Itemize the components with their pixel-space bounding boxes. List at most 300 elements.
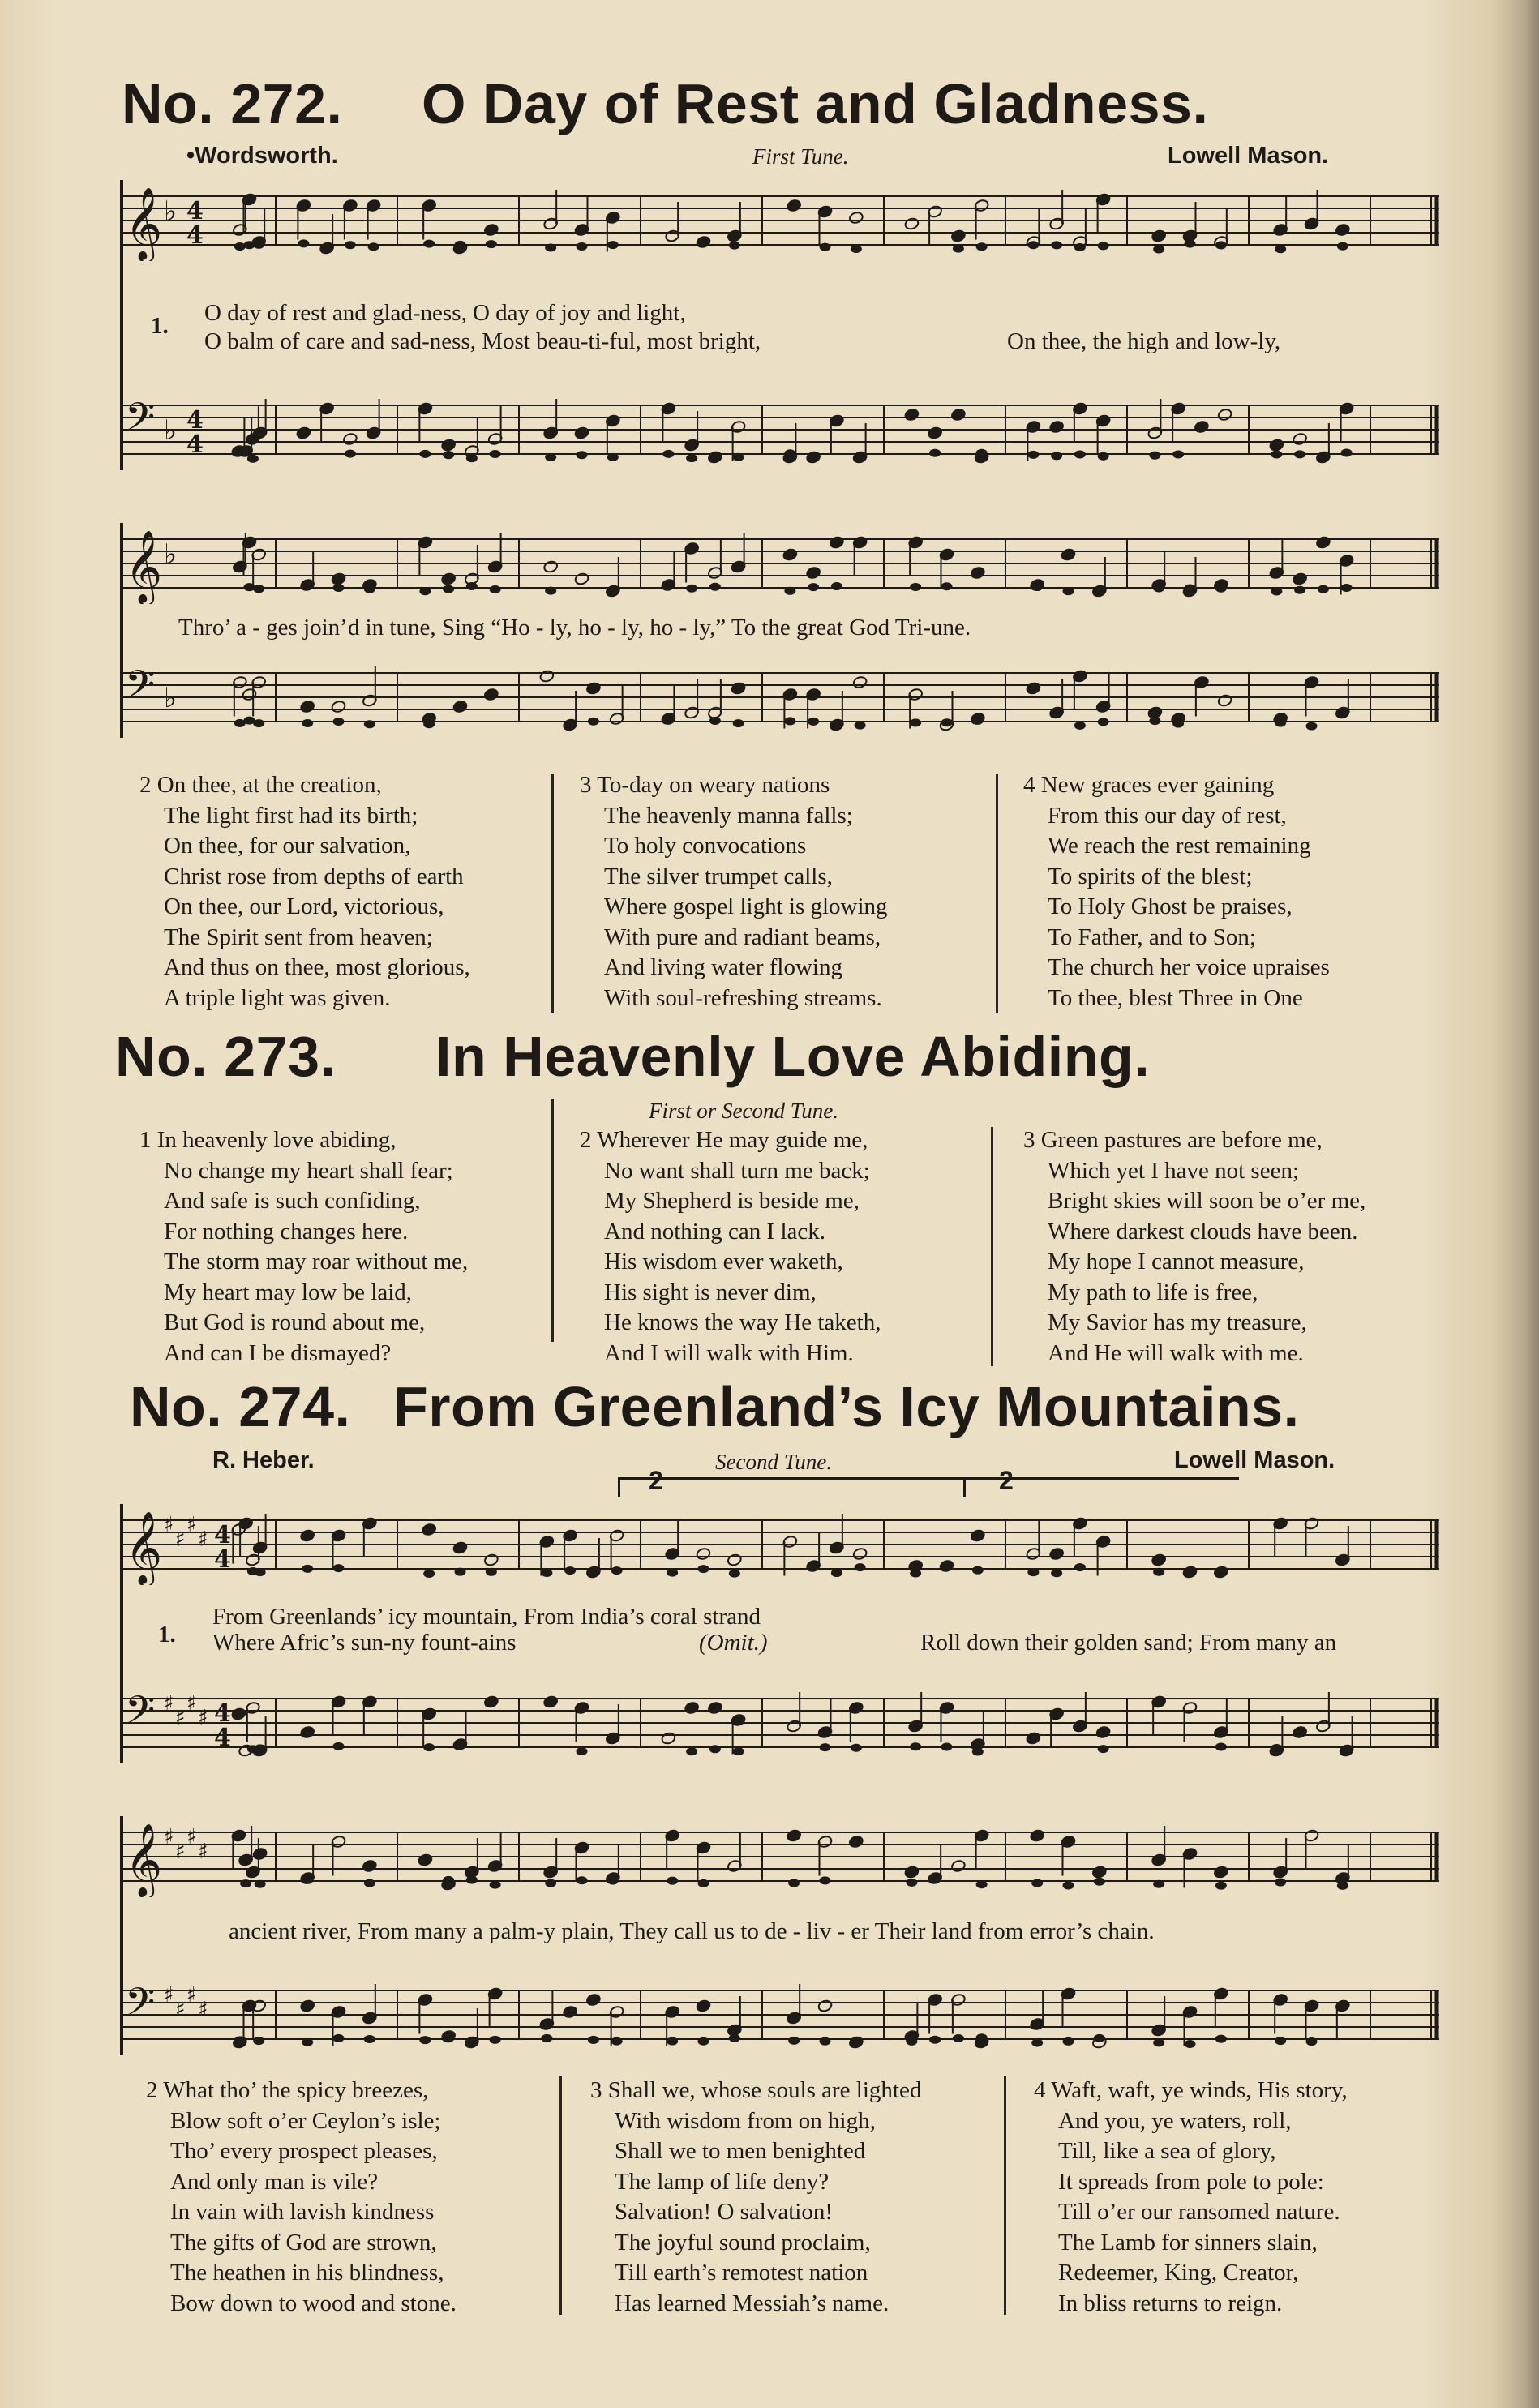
tune-label: First Tune.: [752, 144, 849, 169]
notehead: [787, 199, 802, 212]
verse-line-text: And He will walk with me.: [1048, 1339, 1304, 1366]
time-signature: 4: [186, 431, 204, 459]
verse-line: [580, 1247, 881, 1278]
verse-number: 3: [580, 772, 598, 798]
notehead: [972, 717, 984, 725]
notehead: [252, 1847, 268, 1861]
time-signature: 4: [214, 1724, 231, 1752]
verse-line-text: Christ rose from depths of earth: [164, 863, 464, 889]
notehead: [418, 1853, 433, 1867]
hymn-274-heading: [130, 1374, 1300, 1447]
verse-line: [1023, 1308, 1365, 1339]
notehead: [1269, 439, 1284, 452]
notehead: [1153, 584, 1164, 592]
notehead: [1094, 2034, 1105, 2042]
notehead: [1306, 722, 1318, 731]
notehead: [419, 587, 431, 595]
notehead: [950, 1859, 966, 1873]
notehead: [1271, 1744, 1282, 1752]
verse-line: [590, 2076, 921, 2106]
verse-line-text: With pure and radiant beams,: [604, 923, 881, 950]
column-divider: [559, 2076, 562, 2315]
notehead: [253, 719, 264, 727]
sharp-icon: ♯: [164, 1825, 174, 1849]
column-divider: [1004, 2076, 1006, 2315]
verse-line: [139, 1156, 468, 1187]
notehead: [333, 584, 345, 592]
notehead: [574, 426, 589, 440]
verse-line: [146, 2136, 457, 2167]
verse-line: [580, 1339, 881, 1369]
verse-line: [1023, 983, 1330, 1014]
verse-line-text: Redeemer, King, Creator,: [1058, 2260, 1299, 2286]
notehead: [1271, 587, 1282, 595]
notehead: [820, 1743, 831, 1751]
notehead: [607, 241, 619, 249]
stanza-number: 1.: [158, 1622, 176, 1647]
verse-line-text: Shall we, whose souls are lighted: [607, 2077, 922, 2103]
verse-line-text: We reach the rest remaining: [1048, 833, 1311, 859]
hymn-title: O Day of Rest and Gladness.: [422, 72, 1209, 135]
notehead: [1031, 1879, 1043, 1887]
lyric-line: O balm of care and sad-ness, Most beau-ti-ful, most bright,: [204, 328, 761, 354]
notehead: [541, 2034, 552, 2042]
notehead: [1149, 452, 1160, 460]
hymn-272-heading: [122, 71, 1208, 144]
notehead: [904, 1866, 920, 1879]
verse-line-text: New graces ever gaining: [1040, 772, 1275, 798]
verse-line: [139, 770, 470, 801]
verse-block: [139, 770, 470, 1013]
notehead: [588, 2036, 599, 2044]
verse-line: [1023, 831, 1330, 862]
notehead: [1293, 1725, 1308, 1739]
notehead: [1341, 448, 1353, 456]
verse-line-text: And you, ye waters, roll,: [1058, 2107, 1292, 2134]
notehead: [733, 1747, 744, 1755]
notehead: [698, 2037, 709, 2046]
notehead: [941, 1742, 953, 1750]
notehead: [1217, 694, 1232, 708]
ending-number: 2: [999, 1466, 1014, 1495]
notehead: [466, 454, 478, 462]
verse-line-text: Blow soft o’er Ceylon’s isle;: [170, 2107, 441, 2134]
verse-line-text: Till earth’s remotest nation: [615, 2260, 868, 2286]
sharp-icon: ♯: [164, 1983, 174, 2007]
notehead: [1031, 583, 1043, 591]
notehead: [848, 211, 864, 225]
lyric-line: Thro’ a - ges join’d in tune, Sing “Ho - ly, ho - ly, ho - ly,” To the great God Tri-une.: [178, 615, 971, 641]
notehead: [1172, 720, 1184, 728]
notehead: [787, 1829, 802, 1843]
notehead: [929, 449, 941, 457]
verse-line-text: The Lamb for sinners slain,: [1058, 2229, 1318, 2256]
notehead: [1172, 450, 1184, 458]
verse-line: [580, 953, 888, 983]
lyric-line: On thee, the high and low-ly,: [1007, 328, 1281, 354]
notehead: [364, 720, 375, 728]
notehead: [662, 717, 674, 725]
hymn-composer: Lowell Mason.: [1168, 143, 1329, 169]
verse-line: [139, 1217, 468, 1248]
verse-line: [146, 2289, 457, 2320]
lyric-line: O day of rest and glad-ness, O day of joy and light,: [204, 300, 686, 326]
notehead: [441, 572, 457, 586]
verse-block: [1034, 2076, 1348, 2319]
notehead: [490, 1881, 501, 1889]
notehead: [483, 1553, 499, 1567]
notehead: [1185, 2040, 1196, 2048]
notehead: [1215, 241, 1227, 249]
notehead: [1051, 241, 1062, 249]
hymn-composer: Lowell Mason.: [1174, 1447, 1335, 1473]
notehead: [698, 1879, 709, 1887]
verse-line-text: To spirits of the blest;: [1048, 863, 1253, 889]
notehead: [820, 1876, 831, 1884]
notehead: [1098, 1745, 1109, 1753]
notehead: [709, 583, 721, 591]
verse-line: [139, 1247, 468, 1278]
verse-line: [590, 2167, 921, 2198]
notehead: [1027, 451, 1039, 459]
verse-line-text: Wherever He may guide me,: [597, 1127, 868, 1153]
notehead: [1318, 585, 1329, 593]
notehead: [443, 2034, 454, 2042]
notehead: [733, 453, 744, 461]
notehead: [486, 1568, 497, 1576]
notehead: [585, 1993, 601, 2007]
notehead: [709, 717, 721, 725]
notehead: [333, 2034, 345, 2042]
verse-number: 3: [1023, 1127, 1041, 1153]
verse-line: [590, 2258, 921, 2289]
notehead: [577, 1876, 588, 1884]
notehead: [1051, 452, 1062, 460]
verse-line: [580, 801, 888, 832]
notehead: [1063, 2037, 1074, 2046]
notehead: [1061, 548, 1076, 562]
notehead: [1095, 1725, 1111, 1739]
notehead: [585, 682, 601, 696]
notehead: [1153, 245, 1164, 253]
notehead: [253, 2037, 264, 2045]
notehead: [1185, 1567, 1196, 1575]
notehead: [296, 426, 311, 440]
verse-line-text: And living water flowing: [604, 954, 842, 980]
notehead: [1074, 243, 1086, 251]
bass-clef-icon: 𝄢: [125, 394, 156, 449]
notehead: [727, 1553, 742, 1567]
notehead: [333, 1564, 345, 1572]
verse-line-text: The church her voice upraises: [1048, 954, 1330, 980]
notehead: [302, 719, 313, 727]
notehead: [364, 2035, 375, 2043]
notehead: [1149, 717, 1160, 725]
notehead: [1049, 420, 1065, 434]
notehead: [607, 453, 619, 461]
notehead: [733, 719, 744, 727]
notehead: [1098, 242, 1109, 250]
notehead: [1315, 536, 1331, 550]
verse-line: [146, 2076, 457, 2106]
verse-line: [146, 2167, 457, 2198]
omit-note: (Omit.): [699, 1630, 768, 1656]
notehead: [423, 720, 435, 728]
bass-staff: [122, 389, 1439, 470]
treble-staff: [122, 1816, 1439, 1897]
notehead: [1217, 408, 1232, 422]
notehead: [255, 1880, 266, 1888]
notehead: [817, 1999, 833, 2013]
verse-line-text: And thus on thee, most glorious,: [164, 954, 470, 980]
notehead: [455, 241, 466, 249]
notehead: [1094, 1878, 1105, 1886]
notehead: [707, 1701, 722, 1715]
lyric-line: Where Afric’s sun-ny fount-ains: [212, 1630, 517, 1656]
notehead: [1027, 241, 1039, 249]
notehead: [345, 241, 356, 249]
notehead: [364, 1879, 375, 1887]
music-system: [122, 1974, 1439, 2055]
time-signature: 4: [214, 1545, 231, 1574]
notehead: [1335, 223, 1350, 237]
bass-clef-icon: 𝄢: [125, 1979, 156, 2034]
notehead: [855, 1563, 866, 1571]
treble-clef-icon: 𝄞: [125, 1511, 163, 1584]
lyric-line: From Greenlands’ icy mountain, From India’s coral strand: [212, 1604, 761, 1630]
verse-line-text: To thee, blest Three in One: [1048, 984, 1303, 1011]
verse-line: [1023, 801, 1330, 832]
treble-clef-icon: 𝄞: [125, 187, 163, 260]
verse-line: [590, 2106, 921, 2137]
time-signature: 4: [186, 197, 204, 225]
notehead: [300, 1725, 315, 1739]
flat-icon: ♭: [164, 195, 178, 228]
notehead: [1215, 2035, 1227, 2043]
notehead: [1049, 1547, 1065, 1561]
verse-line-text: And can I be dismayed?: [164, 1339, 392, 1366]
verse-line: [1034, 2228, 1348, 2259]
notehead: [906, 1879, 917, 1887]
notehead: [234, 242, 246, 251]
system-bracket: [120, 180, 123, 470]
notehead: [419, 450, 431, 458]
sharp-icon: ♯: [186, 1691, 197, 1716]
verse-line: [1023, 1186, 1365, 1217]
verse-line-text: The joyful sound proclaim,: [615, 2229, 871, 2256]
notehead: [1063, 1881, 1074, 1889]
verse-line-text: Waft, waft, ye winds, His story,: [1051, 2077, 1348, 2103]
verse-line-text: Shall we to men benighted: [615, 2138, 866, 2164]
column-divider: [996, 774, 998, 1013]
notehead: [1063, 587, 1074, 595]
treble-staff: [122, 180, 1439, 261]
verse-line-text: It spreads from pole to pole:: [1058, 2168, 1324, 2195]
notehead: [1185, 585, 1196, 593]
verse-line: [590, 2289, 921, 2320]
verse-line-text: Which yet I have not seen;: [1048, 1157, 1300, 1184]
notehead: [255, 1744, 266, 1752]
notehead: [950, 229, 966, 243]
verse-line-text: His wisdom ever waketh,: [604, 1249, 843, 1275]
notehead: [362, 1859, 377, 1873]
verse-line: [580, 923, 888, 953]
notehead: [910, 1742, 921, 1750]
notehead: [696, 235, 711, 249]
ending-number: 2: [649, 1466, 663, 1495]
notehead: [300, 1999, 315, 2013]
verse-line-text: Tho’ every prospect pleases,: [170, 2138, 438, 2164]
verse-line: [139, 1308, 468, 1339]
notehead: [667, 2037, 678, 2046]
ending-bracket: [618, 1477, 967, 1480]
notehead: [1074, 722, 1086, 730]
notehead: [298, 239, 309, 247]
verse-number: 2: [139, 772, 157, 798]
verse-line-text: A triple light was given.: [164, 984, 391, 1011]
sharp-icon: ♯: [175, 1840, 186, 1864]
verse-line: [139, 801, 470, 832]
ending-bracket: [618, 1477, 620, 1497]
ending-bracket: [963, 1477, 966, 1497]
notehead: [729, 2034, 740, 2042]
notehead: [443, 585, 454, 593]
verse-line-text: Where gospel light is glowing: [604, 893, 888, 919]
notehead: [1074, 1563, 1086, 1571]
notehead: [1275, 1879, 1286, 1887]
verse-line: [146, 2228, 457, 2259]
verse-line: [139, 1186, 468, 1217]
notehead: [1030, 1829, 1045, 1843]
hymn-number: No. 273.: [115, 1025, 337, 1088]
notehead: [972, 1566, 984, 1575]
notehead: [784, 717, 795, 725]
verse-line-text: On thee, for our salvation,: [164, 833, 411, 859]
hymn-title: In Heavenly Love Abiding.: [435, 1025, 1151, 1088]
notehead: [1185, 240, 1196, 248]
notehead: [829, 536, 844, 550]
notehead: [667, 1569, 678, 1577]
notehead: [788, 2037, 800, 2045]
verse-line: [1034, 2197, 1348, 2228]
tune-label: First or Second Tune.: [649, 1099, 838, 1123]
notehead: [1026, 1732, 1041, 1746]
verse-line: [139, 953, 470, 983]
notehead: [820, 243, 831, 251]
notehead: [686, 585, 697, 593]
notehead: [345, 450, 356, 458]
notehead: [588, 1566, 599, 1575]
notehead: [820, 2037, 831, 2046]
system-bracket: [120, 1816, 123, 2055]
notehead: [331, 572, 346, 586]
notehead: [300, 1529, 315, 1543]
notehead: [904, 217, 920, 231]
treble-staff: [122, 1504, 1439, 1585]
verse-line-text: Till o’er our ransomed nature.: [1058, 2199, 1340, 2225]
sharp-icon: ♯: [186, 1983, 197, 2007]
notehead: [831, 582, 842, 590]
notehead: [1091, 1866, 1107, 1879]
notehead: [300, 700, 315, 713]
verse-line-text: To Father, and to Son;: [1048, 923, 1256, 950]
notehead: [928, 426, 943, 440]
notehead: [333, 1742, 345, 1750]
notehead: [910, 718, 921, 726]
stanza-number: 1.: [151, 313, 169, 339]
verse-line-text: The light first had its birth;: [164, 802, 418, 829]
verse-line-text: To holy convocations: [604, 833, 807, 859]
notehead: [574, 572, 589, 586]
verse-number: 4: [1034, 2077, 1052, 2103]
time-signature: 4: [186, 406, 204, 435]
notehead: [1215, 1569, 1227, 1577]
notehead: [910, 1569, 921, 1577]
treble-clef-icon: 𝄞: [125, 530, 163, 603]
hymn-273-heading: [115, 1024, 1150, 1097]
verse-line: [139, 1125, 468, 1156]
notehead: [240, 1879, 251, 1887]
verse-line-text: From this our day of rest,: [1048, 802, 1287, 829]
notehead: [851, 2038, 862, 2046]
notehead: [1098, 452, 1109, 461]
notehead: [423, 240, 435, 248]
notehead: [452, 1541, 468, 1555]
notehead: [686, 1747, 697, 1755]
verse-line: [1023, 1156, 1365, 1187]
notehead: [939, 1559, 954, 1573]
sharp-icon: ♯: [198, 1706, 208, 1730]
notehead: [831, 722, 842, 730]
notehead: [806, 451, 821, 465]
verse-line-text: With soul-refreshing streams.: [604, 984, 882, 1011]
notehead: [976, 1880, 988, 1888]
notehead: [1215, 585, 1227, 593]
notehead: [255, 1568, 266, 1576]
notehead: [1151, 1553, 1167, 1567]
verse-line: [1023, 1339, 1365, 1369]
verse-line-text: My hope I cannot measure,: [1048, 1249, 1305, 1275]
verse-line: [1034, 2076, 1348, 2106]
notehead: [242, 688, 257, 701]
notehead: [302, 1876, 313, 1884]
notehead: [302, 2038, 313, 2046]
notehead: [1271, 450, 1282, 458]
notehead: [696, 1999, 711, 2013]
notehead: [302, 1565, 313, 1573]
verse-line-text: Bow down to wood and stone.: [170, 2290, 457, 2316]
notehead: [1341, 584, 1353, 592]
verse-line-text: He knows the way He taketh,: [604, 1309, 881, 1335]
notehead: [368, 242, 379, 251]
notehead: [331, 700, 346, 713]
verse-line-text: Salvation! O salvation!: [615, 2199, 834, 2225]
column-divider: [551, 774, 554, 1013]
notehead: [443, 1876, 454, 1884]
verse-line: [1034, 2167, 1348, 2198]
verse-line-text: And nothing can I lack.: [604, 1218, 826, 1245]
notehead: [941, 718, 953, 726]
notehead: [541, 1569, 552, 1577]
notehead: [950, 408, 966, 422]
notehead: [486, 240, 497, 248]
verse-line: [580, 1278, 881, 1309]
notehead: [490, 2036, 501, 2044]
notehead: [577, 242, 588, 251]
notehead: [247, 455, 259, 463]
notehead: [577, 1747, 588, 1755]
verse-number: 3: [590, 2077, 608, 2103]
